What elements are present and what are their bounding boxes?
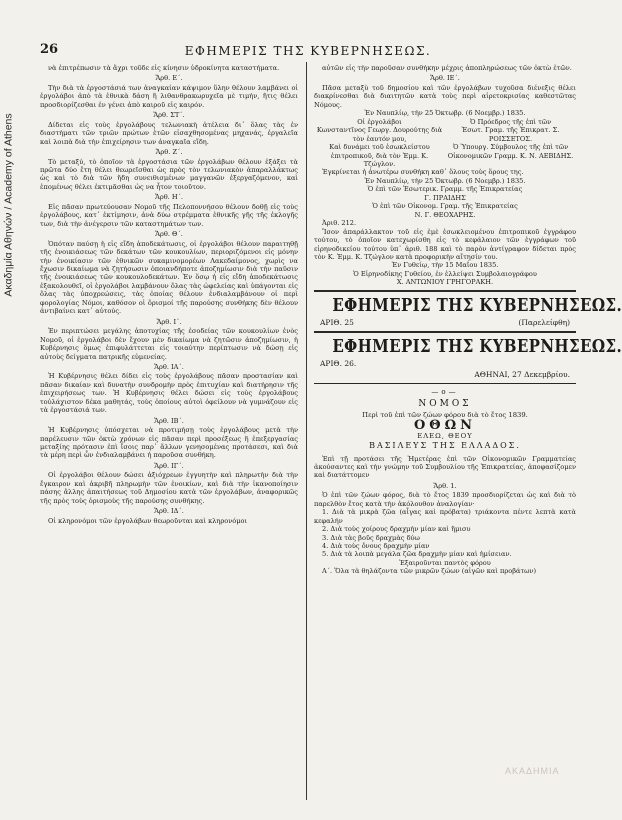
issue-date: ΑΘΗΝΑΙ, 27 Δεκεμβρίου.	[474, 369, 570, 379]
article-heading: Ἄρθ. ΙΕ΄.	[430, 74, 460, 83]
signature-right: Ἐσωτ. Γραμ. τῆς Ἐπικρατ. Σ. ΡΟΙΣΣΕΤΟΣ.	[461, 126, 560, 143]
law-subtitle: Περὶ τοῦ ἐπὶ τῶν ζώων φόρου διὰ τὸ ἔτος 1839.	[362, 410, 528, 419]
gazette-masthead: ΕΦΗΜΕΡΙΣ ΤΗΣ ΚΥΒΕΡΝΗΣΕΩΣ.	[332, 295, 622, 316]
king-grace: ΕΛΕΩ, ΘΕΟΥ	[417, 431, 473, 440]
ornament-divider: —ο—	[431, 387, 459, 396]
article-text: Ὁπόταν παύσῃ ἡ εἰς εἴδη ἀποδεκάτωσις, οἱ ἐργολάβοι θέλουν παραιτηθῇ τῆς ἐνοικιάσεως τῶν δεκάτων τῶν κουκουλίων, περιοριζόμενοι εἰς μόνην τὴν ἐνοικίασιν τῶν ἐθνικῶν συκαμινομορέων Λακεδαίμονος, χωρὶς να ἔχωσιν δικαίωμα νὰ ζητήσωσιν ὁποιανδήποτε ἀποζημίωσιν διὰ τὴν παῦσιν τῆς ἐνοικιάσεως τῶν κουκουλοδεκάτων. Ἐν ὅσῳ ἡ εἰς εἴδη ἀποδεκάτωσις ἐξακολουθεῖ, οἱ ἐργολάβοι λαμβάνουν ὅλας τὰς ὠφελείας καὶ ὑπάγονται εἰς ὅλας τὰς ὑποχρεώσεις, τὰς ὁποίας θέλουν ἐνδιαλαμβάνουν οἱ περὶ φορολογίας Νόμοι, καθόσον οἱ ὅρισμοί τῆς παρούσης συνθήκης δὲν θέλουν ἀντιβαίνει κατ᾿ αὐτούς.	[40, 239, 298, 316]
archive-watermark: ΑΚΑΔΗΜΙΑ	[505, 766, 560, 776]
article-heading: Ἄρθ. Η΄.	[154, 193, 184, 202]
copy-certification-text: Ἴσον ἀπαράλλακτον τοῦ εἰς ἐμὲ ἐσωκλειομένου ἐπιτροπικοῦ ἐγγράφου τούτου, τὸ ὁποῖον κατεχωρίσθη εἰς τὸ κεφάλαιον τῶν ἐγγράφων τοῦ εἰρηνοδικείου τούτου ὑπ᾿ ἀριθ. 188 καὶ τὸ παρὸν ἀντίγραφον δίδεται πρὸς τὸν Κ. Ἐμμ. Κ. Τζώγλον κατὰ προφορικὴν αἴτησίν του.	[314, 227, 576, 261]
article-heading: Ἄρθ. ΙΒ΄.	[154, 416, 184, 425]
certification-name: Χ. ΑΝΤΩΝΙΟΥ ΓΡΗΓΟΡΑΚΗ.	[396, 278, 494, 287]
article-heading: Ἄρθ. Ζ΄.	[155, 148, 183, 157]
certification-office: Ὁ Εἰρηνοδίκης Γυθείου, ἐν ἐλλείψει Συμβολαιογράφου	[353, 269, 537, 278]
ratification-text: Ἐγκρίνεται ἡ ἀνωτέρω συνθήκη καθ᾿ ὅλους τοὺς ὅρους της.	[322, 168, 524, 177]
left-column	[40, 64, 298, 799]
article-text: Οἱ κληρονόμοι τῶν ἐργολάβων θεωροῦνται καὶ κληρονόμοι	[48, 516, 248, 525]
issue-date-row	[314, 369, 576, 380]
tax-item: 2. Διὰ τοὺς χοίρους δραχμὴν μίαν καὶ ἥμισυ	[322, 525, 471, 534]
article-text: Οἱ ἐργολάβοι θέλουν δώσει ἀξιόχρεων ἐγγυητὴν καὶ πληρωτὴν διὰ τὴν ἔγκαιρον καὶ ἀκριβῆ πληρωμὴν τῶν ἐνοικίων, καὶ διὰ τὴν ἱκανοποίησιν πάσης ἄλλης ἀπαιτήσεως τοῦ Δημοσίου κατὰ τῶν ἐργολάβων, ἀναφορικῶς τῆς πρὸς τοὺς ὁρισμοὺς τῆς παρούσης συνθήκης.	[40, 471, 298, 505]
king-name: ΟΘΩΝ	[413, 418, 477, 434]
article-heading: Ἄρθ. Θ΄.	[155, 230, 183, 239]
section-rule	[314, 383, 576, 384]
article-text: Πᾶσα μεταξὺ τοῦ δημοσίου καὶ τῶν ἐργολάβων τυχοῦσα διένεξις θέλει διακρίνεσθαι διὰ διαιτητῶν κατὰ τοὺς περὶ αἱρετοκρισίας καθεστῶτας Νόμους.	[314, 83, 576, 109]
tax-item: 5. Διὰ τὰ λοιπὰ μεγάλα ζῶα δραχμὴν μίαν καὶ ἡμίσειαν.	[322, 550, 512, 559]
page-number: 26	[40, 42, 59, 57]
article-heading: Ἄρθ. ΙΔ΄.	[154, 507, 184, 516]
law-title: ΝΟΜΟΣ	[418, 399, 472, 410]
masthead-rule	[314, 331, 576, 333]
gazette-masthead: ΕΦΗΜΕΡΙΣ ΤΗΣ ΚΥΒΕΡΝΗΣΕΩΣ.	[332, 336, 622, 357]
article-heading: Ἄρθ. 1.	[433, 481, 457, 490]
article-text: νὰ ἐπιτρέπωσιν τὰ ἄχρι τοῦδε εἰς κίνησιν ὑδροκίνητα καταστήματα.	[48, 64, 280, 72]
article-text: Ἡ Κυβέρνησις ὑπόσχεται νὰ προτιμήσῃ τοὺς ἐργολάβους μετὰ τὴν παρέλευσιν τῶν ὀκτὼ χρόνων εἰς πᾶσαν περὶ προσέξεως ἢ ἐπεξεργασίας μεταξίης πρότασιν ἐπὶ ἴσοις παρ᾿ ἄλλων γενησομένας προτάσεσι, καὶ διὰ τὰ μέρη περὶ ὧν ἐνδιαλαμβάνει ἡ παροῦσα συνθήκη.	[40, 426, 298, 460]
article-heading: Ἄρθ. Ε΄.	[155, 74, 183, 83]
masthead-rule	[314, 290, 576, 292]
official-name: Γ. ΠΡΑΙΔΗΣ	[424, 193, 466, 202]
document-number: Ἀριθ. 212.	[322, 219, 357, 228]
issue-note: (Παρελείφθη)	[518, 317, 570, 327]
article-text: Ὁ ἐπὶ τῶν ζώων φόρος, διὰ τὸ ἔτος 1839 προσδιορίζεται ὡς καὶ διὰ τὸ παρελθὸν ἔτος κατὰ τὴν ἀκόλουθον ἀναλογίαν·	[314, 491, 576, 508]
tax-item: 3. Διὰ τὰς βοῦς δραχμὰς δύω	[322, 533, 420, 542]
signature-row	[314, 126, 576, 143]
article-text: Δίδεται εἰς τοὺς ἐργολάβους τελωνιακὴ ἀτέλεια δι᾿ ὅλας τὰς ἐν διαστήματι τῶν τριῶν πρώτων ἐτῶν εἰσαχθησομένας μηχανάς, ἐργαλεῖα καὶ λοιπὰ διὰ τὴν ἐπιχείρησιν των ἀναγκαῖα εἴδη.	[40, 120, 298, 146]
issue-number: ΑΡΙΘ. 25	[320, 317, 354, 327]
article-text: Τὸ μεταξύ, τὸ ὁποῖον τὰ ἐργοστάσια τῶν ἐργολάβων θέλουν ἐξάξει τὰ πρῶτα δύο ἔτη θέλει θεωρεῖσθαι ὡς πρὸς τὸν τελωνιακὸν ἀπαραλλάκτως ὡς καὶ τὸ διὰ τῶν ἤδη συνειθισμένων μαγγανῶν ἐξεργαζόμενον, καὶ ἑπομένως θέλει ἐκτιμᾶσθαι ὡς να ἦτον τοιοῦτον.	[40, 157, 298, 191]
king-title: ΒΑΣΙΛΕΥΣ ΤΗΣ ΕΛΛΑΔΟΣ.	[369, 441, 521, 451]
signature-row	[314, 143, 576, 168]
article-heading: Ἄρθ. ΙΑ΄.	[154, 362, 184, 371]
right-column	[314, 64, 622, 799]
tax-item: 4. Διὰ τοὺς ὄνους δραχμὴν μίαν	[322, 542, 430, 551]
signature-right: Ὁ Πρόεδρος τῆς ἐπὶ τῶν	[469, 117, 552, 126]
signature-left: Καὶ δυνάμει τοῦ ἐσωκλείστου ἐπιτροπικοῦ, διὰ τὸν Ἐμμ. Κ. Τζώγλον.	[329, 143, 430, 168]
issue-number: ΑΡΙΘ. 26.	[320, 358, 357, 368]
article-heading: Ἄρθ. Ι΄.	[156, 317, 182, 326]
article-heading: Ἄρθ. ΣΤ΄.	[153, 111, 185, 120]
signature-left: Οἱ ἐργολάβοι	[357, 117, 402, 126]
article-text: Ἐν περιπτώσει μεγάλης ἀποτυχίας τῆς ἐσοδείας τῶν κουκουλίων ἑνὸς Νομοῦ, οἱ ἐργολάβοι δὲν ἔχουν μὲν δικαίωμα νὰ ζητῶσιν ἀποζημίωσιν, ἡ Κυβέρνησις ὅμως ἐπιφυλάττεται εἰς τοιαύτην περίπτωσιν νὰ δώσῃ εἰς αὐτοὺς δείγματα πατρικῆς εὐμενείας.	[40, 327, 298, 361]
exception-heading: Ἐξαιροῦνται παντὸς φόρου	[399, 558, 491, 567]
official-name: Ν. Γ. ΘΕΟΧΑΡΗΣ.	[414, 210, 476, 219]
continuation-text: αὐτῶν εἰς τὴν παροῦσαν συνθήκην μέχρις ἀποπληρώσεως τῶν ὀκτὼ ἐτῶν.	[322, 64, 572, 72]
archive-side-label	[2, 40, 16, 370]
article-text: Ἡ Κυβέρνησις θέλει δίδει εἰς τοὺς ἐργολάβους πᾶσαν προστασίαν καὶ πᾶσαν δικαίαν καὶ δυνατὴν συνδρομὴν πρὸς ἐπιτυχίαν καὶ διατήρησιν τῆς ἐπιχειρήσεως των. Ἡ Κυβέρνησις θέλει δώσει εἰς τοὺς ἐργολάβους τοὐλάχιστον δέκα μαθητάς, τοὺς ὁποίους αὐτοὶ ὀφείλουν νὰ γυμνάζουν εἰς τὰ ἐργοστάσιά των.	[40, 372, 298, 415]
column-divider	[306, 62, 307, 800]
running-head: ΕΦΗΜΕΡΙΣ ΤΗΣ ΚΥΒΕΡΝΗΣΕΩΣ.	[184, 44, 432, 58]
archive-side-label-text: Ακαδημία Αθηνών / Academy of Athens	[3, 113, 15, 297]
law-preamble: Ἐπὶ τῇ προτάσει τῆς Ἡμετέρας ἐπὶ τῶν Οἰκονομικῶν Γραμματείας ἀκούσαντες καὶ τὴν γνώμην τοῦ Συμβουλίου τῆς Ἐπικρατείας, ἀποφασίζομεν καὶ διατάττομεν	[314, 454, 576, 480]
official-title: Ὁ ἐπὶ τῶν Ἐσωτερικ. Γραμμ. τῆς Ἐπικρατείας	[367, 185, 523, 194]
article-text: Εἰς πᾶσαν πρωτεύουσαν Νομοῦ τῆς Πελοποννήσου θέλουν δοθῇ εἰς τοὺς ἐργολάβους, κατ᾿ ἐκτίμησιν, ἀνὰ δύω στρέμματα ἐθνικῆς γῆς τῆς ἐκλογῆς των, διὰ τὴν ἀνέγερσιν τῶν καταστημάτων των.	[40, 202, 298, 228]
signature-right: Ὁ Ὑπουργ. Σύμβουλος τῆς ἐπὶ τῶν Οἰκονομικῶν Γραμμ. Κ. Ν. ΑΕΒΙΔΗΣ.	[447, 143, 574, 160]
official-title: Ὁ ἐπὶ τῶν Οἰκονομ. Γραμ. τῆς Ἐπικρατείας	[372, 202, 518, 211]
exception-text: Α΄. Ὅλα τὰ θηλάζοντα τῶν μικρῶν ζώων (αἰγῶν καὶ προβάτων)	[322, 567, 537, 576]
signing-date: Ἐν Ναυπλίῳ, τὴν 25 Ὀκτωβρ. (6 Νοεμβρ.) 1835.	[364, 109, 526, 118]
issue-row	[314, 358, 576, 369]
article-text: Τὴν διὰ τὰ ἐργοστάσιά των ἀναγκαίαν κάψιμον ὕλην θέλουν λαμβάνει οἱ ἐργολάβοι ἀπὸ τὰ ἐθνικὰ δάση ἢ λιθανθρακωρυχεῖα μὲ τιμήν, ἥτις θέλει προσδιορίζεσθαι ἐν γένει ἀπὸ καιροῦ εἰς καιρόν.	[40, 83, 298, 109]
signature-left: Κωνσταντῖνος Γεωργ. Δουρούτης διὰ τὸν ἑαυτόν μου,	[316, 126, 443, 143]
signature-row	[314, 118, 576, 126]
tax-item: 1. Διὰ τὰ μικρὰ ζῶα (αἶγας καὶ πρόβατα) τριάκοντα πέντε λεπτὰ κατὰ κεφαλήν	[314, 508, 576, 525]
article-heading: Ἄρθ. ΙΓ΄.	[154, 461, 184, 470]
certification-date: Ἐν Γυθείῳ, τὴν 15 Μαΐου 1835.	[391, 261, 499, 270]
issue-row	[314, 317, 576, 328]
ratification-date: Ἐν Ναυπλίῳ, τὴν 25 Ὀκτωβρ. (6 Νοεμβρ.) 1835.	[364, 176, 526, 185]
